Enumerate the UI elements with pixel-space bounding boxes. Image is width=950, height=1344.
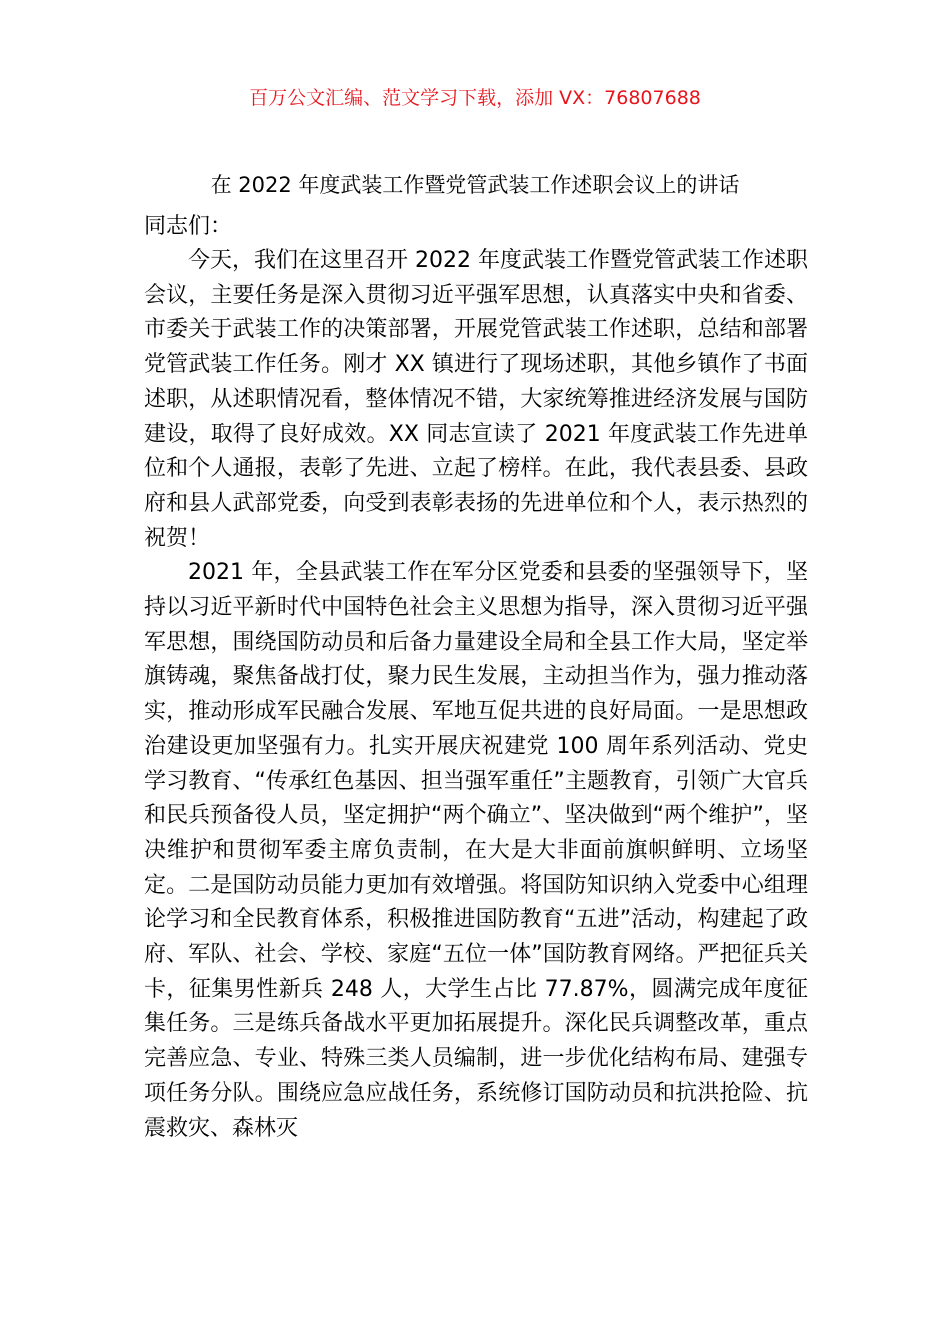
paragraph-1: 今天，我们在这里召开 2022 年度武装工作暨党管武装工作述职会议，主要任务是深入贯彻习近平强军思想，认真落实中央和省委、市委关于武装工作的决策部署，开展党管武装工作述职，总结和部署党管武装工作任务。刚才 XX 镇进行了现场述职，其他乡镇作了书面述职，从述职情况看，整体情况不错，大家统筹推进经济发展与国防建设，取得了良好成效。XX 同志宣读了 2021 年度武装工作先进单位和个人通报，表彰了先进、立起了榜样。在此，我代表县委、县政府和县人武部党委，向受到表彰表扬的先进单位和个人，表示热烈的祝贺！ bbox=[144, 248, 808, 551]
paragraph-2: 2021 年，全县武装工作在军分区党委和县委的坚强领导下，坚持以习近平新时代中国特色社会主义思想为指导，深入贯彻习近平强军思想，围绕国防动员和后备力量建设全局和全县工作大局，坚定举旗铸魂，聚焦备战打仗，聚力民生发展，主动担当作为，强力推动落实，推动形成军民融合发展、军地互促共进的良好局面。一是思想政治建设更加坚强有力。扎实开展庆祝建党 100 周年系列活动、党史学习教育、“传承红色基因、担当强军重任”主题教育，引领广大官兵和民兵预备役人员，坚定拥护“两个确立”、坚决做到“两个维护”，坚决维护和贯彻军委主席负责制，在大是大非面前旗帜鲜明、立场坚定。二是国防动员能力更加有效增强。将国防知识纳入党委中心组理论学习和全民教育体系，积极推进国防教育“五进”活动，构建起了政府、军队、社会、学校、家庭“五位一体”国防教育网络。严把征兵关卡，征集男性新兵 248 人，大学生占比 77.87%，圆满完成年度征集任务。三是练兵备战水平更加拓展提升。深化民兵调整改革，重点完善应急、专业、特殊三类人员编制，进一步优化结构布局、建强专项任务分队。围绕应急应战任务，系统修订国防动员和抗洪抢险、抗震救灾、森林灭 bbox=[144, 560, 808, 1141]
document-title: 在 2022 年度武装工作暨党管武装工作述职会议上的讲话 bbox=[210, 173, 740, 197]
document-body bbox=[144, 244, 808, 1146]
salutation: 同志们： bbox=[144, 214, 233, 239]
header-banner: 百万公文汇编、范文学习下载，添加 VX：76807688 bbox=[249, 87, 701, 109]
